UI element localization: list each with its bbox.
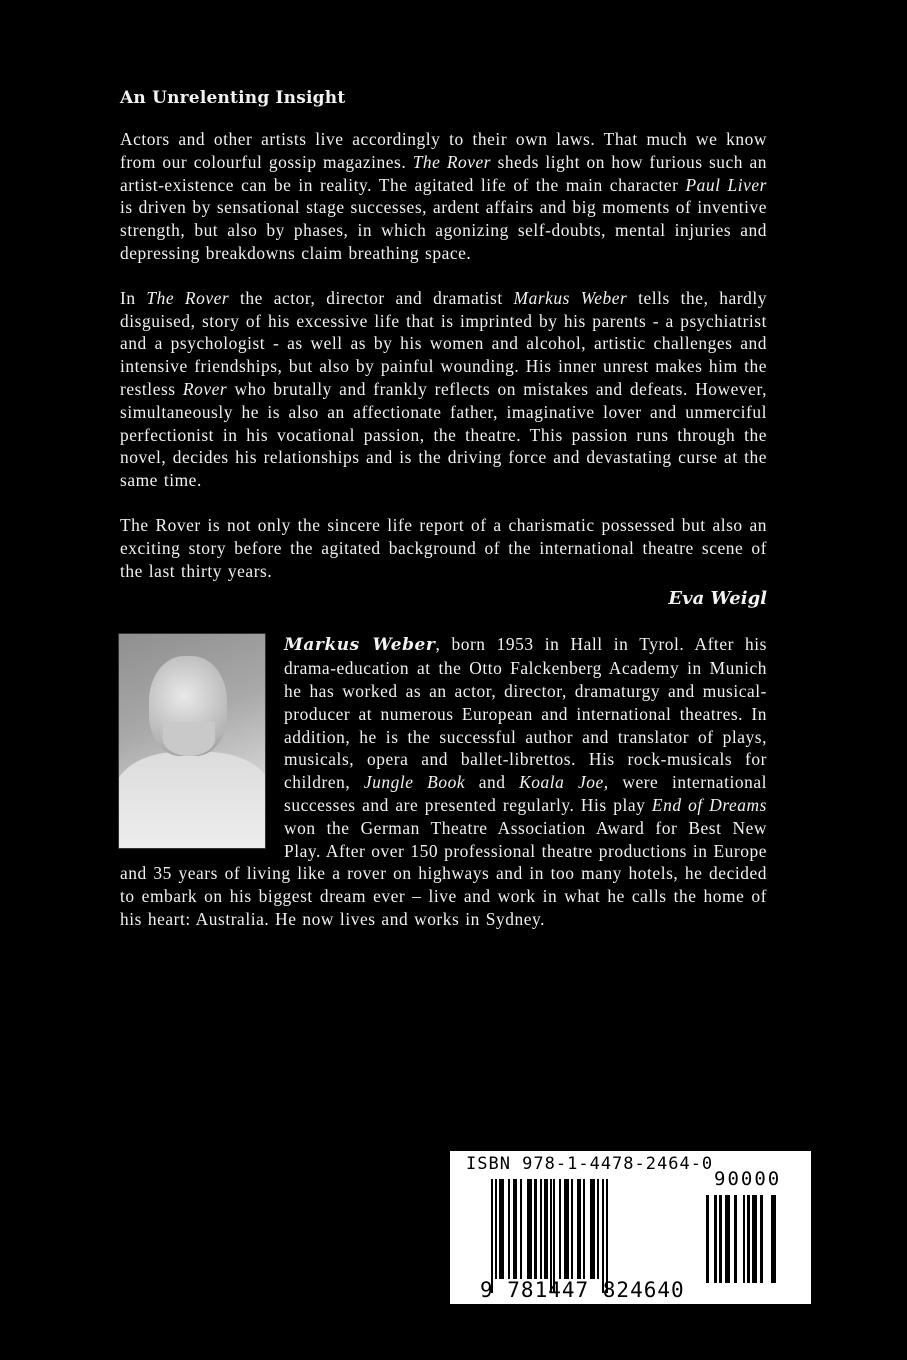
work-title: Jungle Book (363, 772, 466, 793)
text: Actors and other artists live accordingly to their own laws. That much we know from our colourful gossip magazines. (120, 129, 767, 172)
book-title: Rover (182, 378, 228, 399)
isbn-label: ISBN 978-1-4478-2464-0 (466, 1154, 714, 1174)
text: is driven by sensational stage successes, ardent affairs and big moments of inventive strength, but also by phases, in which agonizing self-doubts, mental injuries and depressing breakdowns claim breathing space. (120, 197, 767, 263)
barcode-bars-icon (491, 1179, 608, 1293)
text: won the German Theatre Association Award for Best New Play. After over 150 professional theatre productions in Europe and 35 years of living like a rover on highways and in too many hotels, he decided to embark on his biggest dream ever – live and work in what he calls the home of his heart: Australia. He now lives and works in Sydney. (120, 817, 767, 929)
photo-shirt (118, 752, 266, 849)
price-addon: 90000 (714, 1168, 782, 1190)
character-name: Paul Liver (685, 174, 768, 195)
heading: An Unrelenting Insight (120, 88, 346, 108)
author-photo (118, 633, 266, 849)
back-cover-text (120, 88, 767, 931)
book-title: The Rover (146, 287, 230, 308)
author-name: Markus Weber (284, 635, 436, 656)
text: , born 1953 in Hall in Tyrol. After his drama-education at the Otto Falckenberg Academy in Munich he has worked as an actor, director, dramaturgy and musical-producer at numerous European and international theatres. In addition, he is the successful author and translator of plays, musicals, opera and ballet-librettos. His rock-musicals for children, (284, 634, 767, 793)
text: who brutally and frankly reflects on mistakes and defeats. However, simultaneously he is also an affectionate father, imaginative lover and unmerciful perfectionist in his vocational passion, the theatre. This passion runs through the novel, decides his relationships and is the driving force and devastating curse at the same time. (120, 378, 767, 491)
work-title: End of Dreams (651, 794, 767, 815)
isbn-barcode (450, 1151, 811, 1304)
text: the actor, director and dramatist (229, 287, 514, 308)
text: and (465, 772, 520, 793)
review-signature: Eva Weigl (668, 588, 767, 610)
author-name: Markus Weber (513, 287, 628, 308)
addon-barcode-bars-icon (706, 1195, 776, 1283)
paragraph-1 (120, 128, 767, 265)
text: tells the, hardly disguised, story of his excessive life that is imprinted by his parents - a psychiatrist and a psychologist - as well as by his women and alcohol, artistic challenges and intensive friendships, but also by painful wounding. His inner unrest makes him the restless (120, 287, 767, 399)
work-title: Koala Joe, (519, 772, 609, 793)
text: In (120, 287, 147, 308)
text: sheds light on how furious such an artist-existence can be in reality. The agitated life of the main character (120, 151, 767, 195)
paragraph-2 (120, 287, 767, 492)
paragraph-3: The Rover is not only the sincere life report of a charismatic possessed but also an exciting story before the agitated background of the international theatre scene of the last thirty years. (120, 514, 767, 581)
author-bio (120, 633, 767, 930)
barcode-digits: 9 781447 824640 (480, 1278, 685, 1302)
text: were international successes and are presented regularly. His play (284, 772, 767, 815)
book-title: The Rover (412, 151, 492, 172)
